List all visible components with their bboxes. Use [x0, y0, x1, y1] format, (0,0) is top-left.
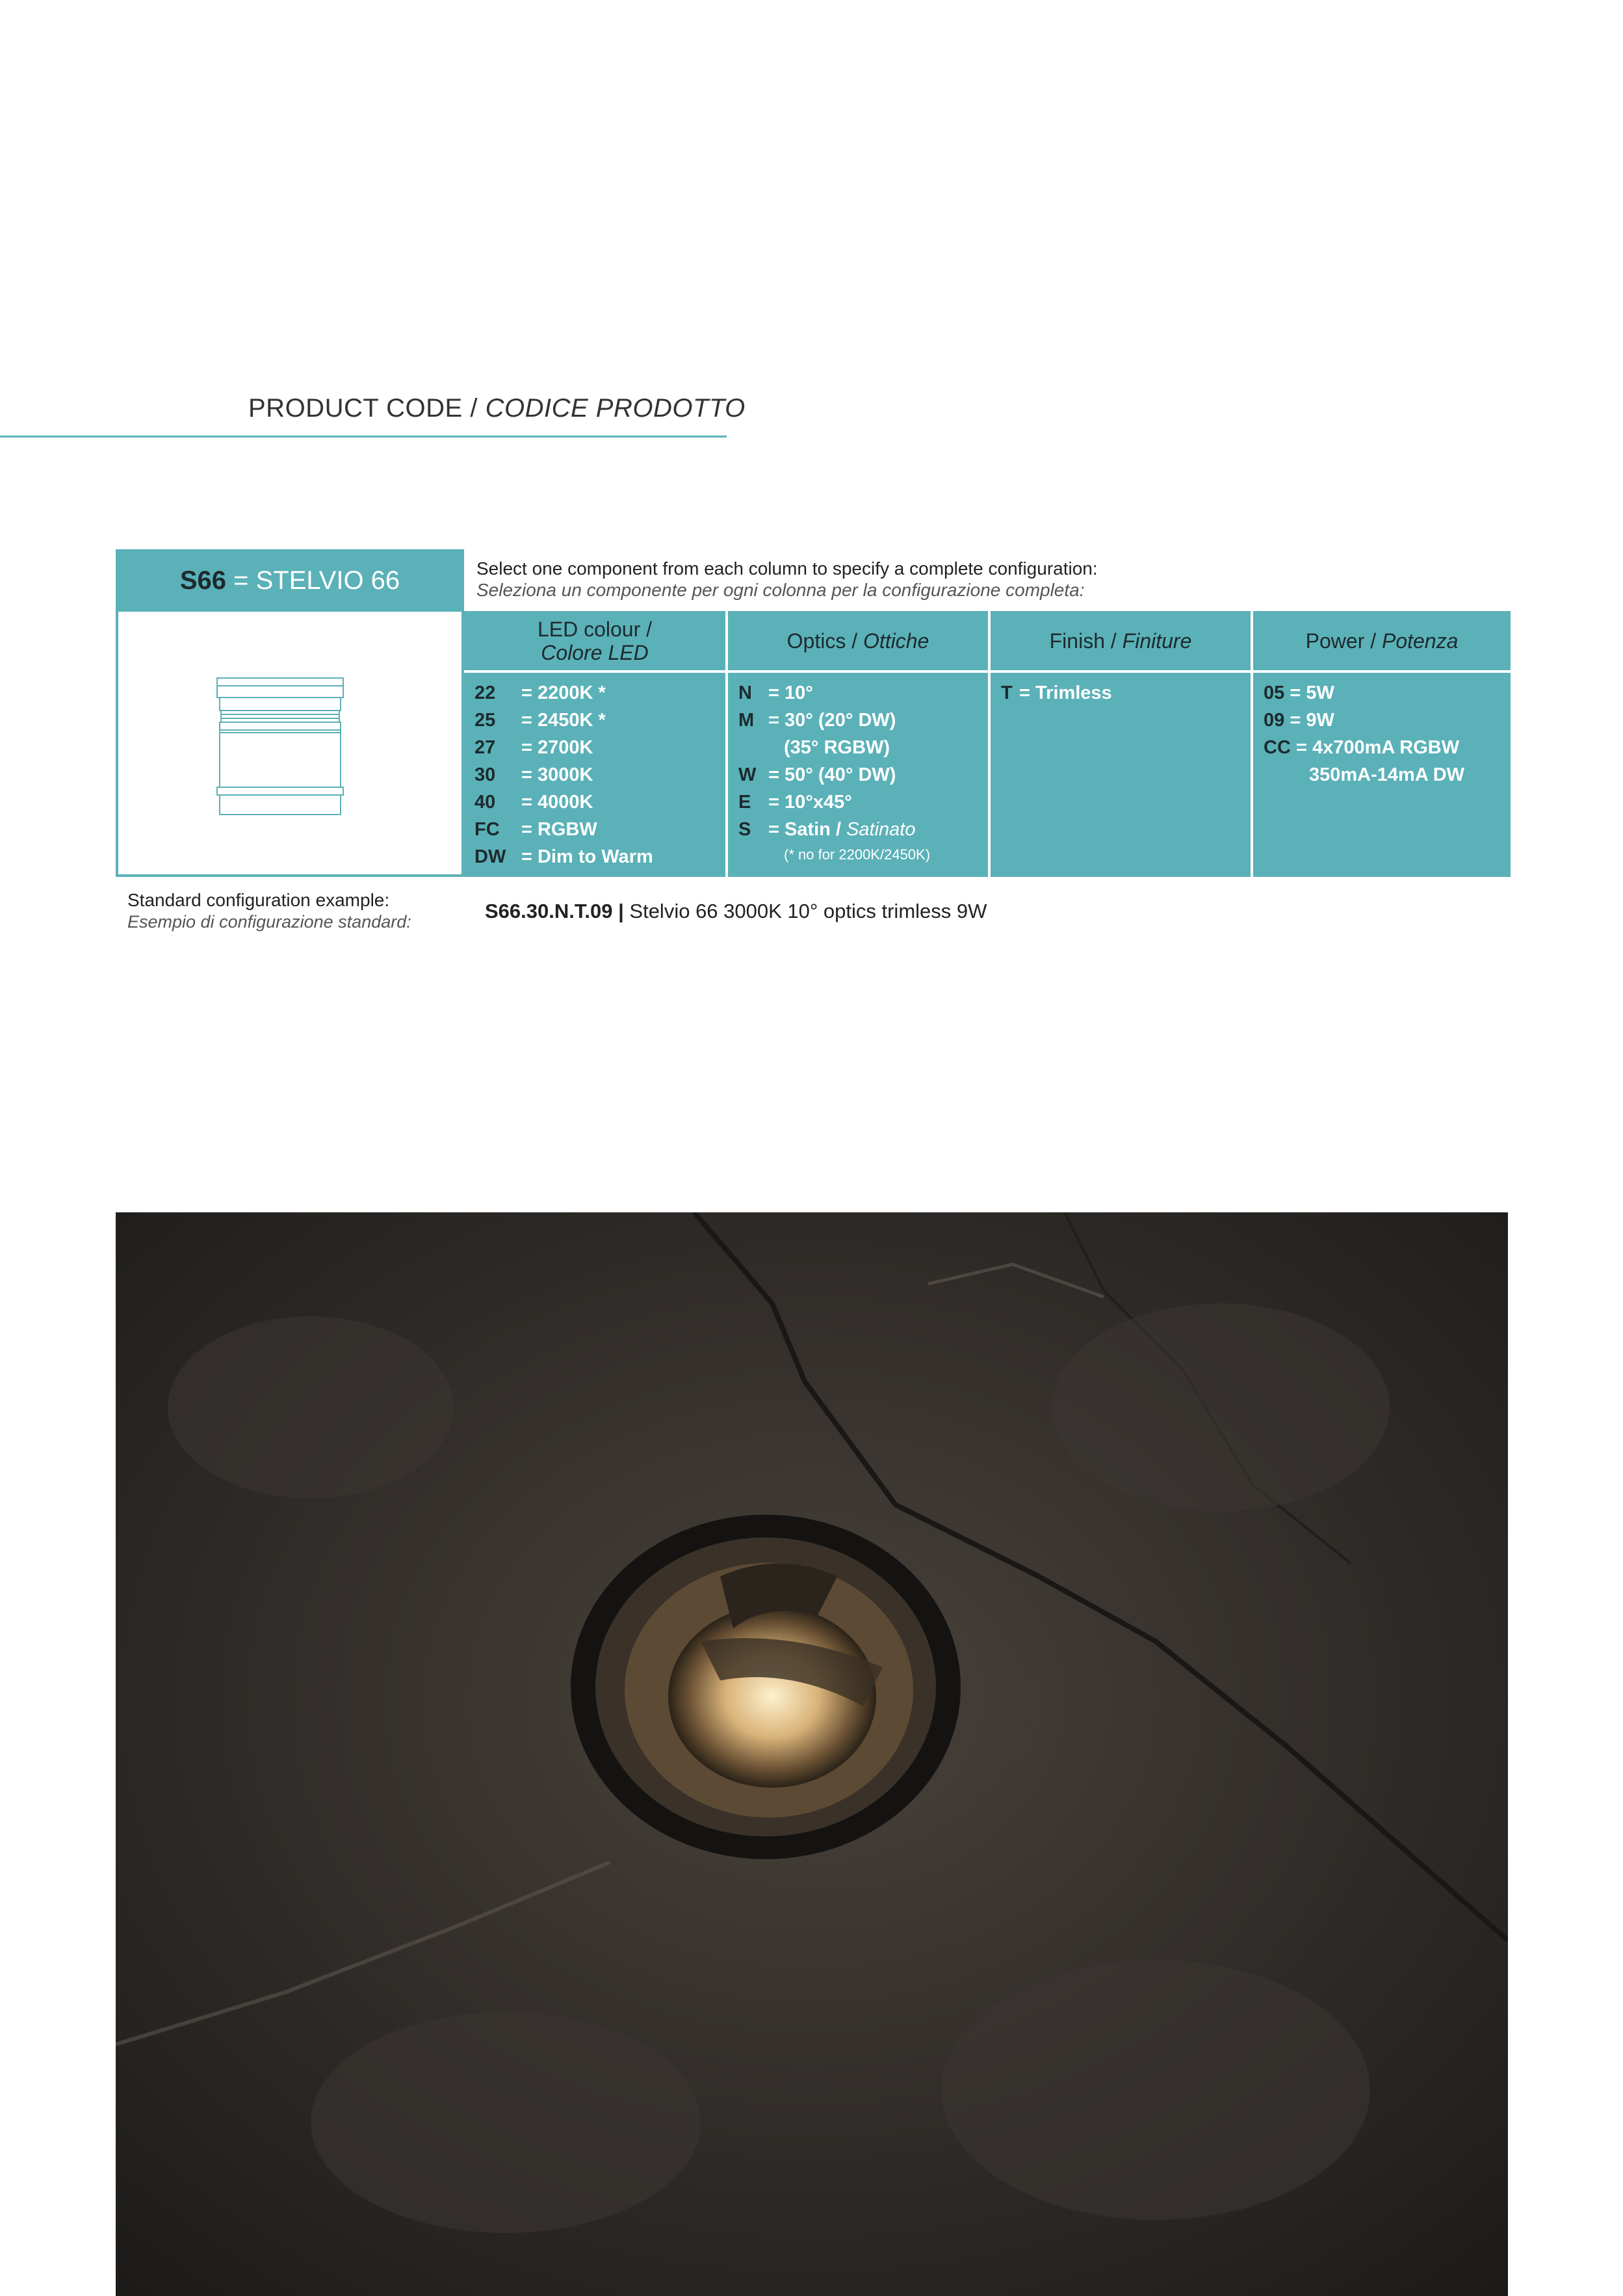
product-code: S66 — [179, 566, 226, 595]
list-item: T = Trimless — [1001, 683, 1112, 703]
column-led-colour — [464, 611, 725, 877]
configuration-table — [464, 611, 1511, 877]
list-item: (35° RGBW) — [784, 737, 890, 758]
page-title-it: CODICE PRODOTTO — [485, 394, 746, 423]
example-label — [127, 889, 411, 932]
list-item: 30 = 3000K — [474, 764, 593, 785]
list-item: 09 = 9W — [1264, 710, 1334, 731]
product-code-header — [116, 549, 464, 612]
example-label-en: Standard configuration example: — [127, 890, 390, 910]
stone-floor-light-photo — [116, 1212, 1508, 2296]
list-item: 350mA-14mA DW — [1309, 764, 1465, 785]
instructions-it: Seleziona un componente per ogni colonna per la configurazione completa: — [476, 580, 1085, 600]
column-body-led — [464, 673, 725, 870]
header-finish-it: Finiture — [1122, 629, 1192, 653]
list-item: DW = Dim to Warm — [474, 846, 653, 867]
column-finish — [988, 611, 1251, 877]
fixture-drawing-icon — [216, 677, 346, 820]
list-item: N = 10° — [738, 683, 813, 703]
column-header-optics — [728, 611, 988, 673]
product-name: = STELVIO 66 — [233, 566, 400, 595]
column-body-optics — [728, 673, 988, 867]
page-title-en: PRODUCT CODE / — [248, 394, 478, 423]
instructions — [476, 558, 1503, 601]
column-header-finish — [991, 611, 1251, 673]
product-photo — [116, 1212, 1508, 2296]
optics-note: (* no for 2200K/2450K) — [784, 846, 931, 863]
example-label-it: Esempio di configurazione standard: — [127, 912, 411, 932]
example-description: Stelvio 66 3000K 10° optics trimless 9W — [629, 900, 987, 922]
list-item: 27 = 2700K — [474, 737, 593, 758]
list-item: E = 10°x45° — [738, 792, 852, 813]
column-body-finish — [991, 673, 1251, 707]
column-header-led — [464, 611, 725, 673]
list-item: W = 50° (40° DW) — [738, 764, 896, 785]
header-led-it: Colore LED — [541, 640, 649, 664]
example-code: S66.30.N.T.09 — [485, 900, 613, 922]
column-header-power — [1253, 611, 1511, 673]
column-power — [1251, 611, 1511, 877]
list-item: 05 = 5W — [1264, 683, 1334, 703]
list-item: S = Satin / Satinato — [738, 819, 916, 840]
header-power-en: Power / — [1305, 629, 1377, 653]
list-item: M = 30° (20° DW) — [738, 710, 896, 731]
page-title — [248, 394, 746, 423]
instructions-en: Select one component from each column to specify a complete configuration: — [476, 558, 1098, 579]
header-led-en: LED colour / — [537, 617, 653, 641]
example-configuration — [485, 900, 987, 923]
list-item: CC = 4x700mA RGBW — [1264, 737, 1460, 758]
header-optics-en: Optics / — [786, 629, 858, 653]
header-power-it: Potenza — [1381, 629, 1459, 653]
column-body-power — [1253, 673, 1511, 789]
list-item: 40 = 4000K — [474, 792, 593, 813]
header-finish-en: Finish / — [1049, 629, 1117, 653]
list-item: FC = RGBW — [474, 819, 597, 840]
example-separator: | — [618, 900, 624, 922]
list-item: 22 = 2200K * — [474, 683, 606, 703]
list-item: 25 = 2450K * — [474, 710, 606, 731]
header-optics-it: Ottiche — [863, 629, 929, 653]
title-underline — [0, 436, 727, 437]
column-optics — [725, 611, 988, 877]
product-drawing-frame — [116, 612, 464, 877]
